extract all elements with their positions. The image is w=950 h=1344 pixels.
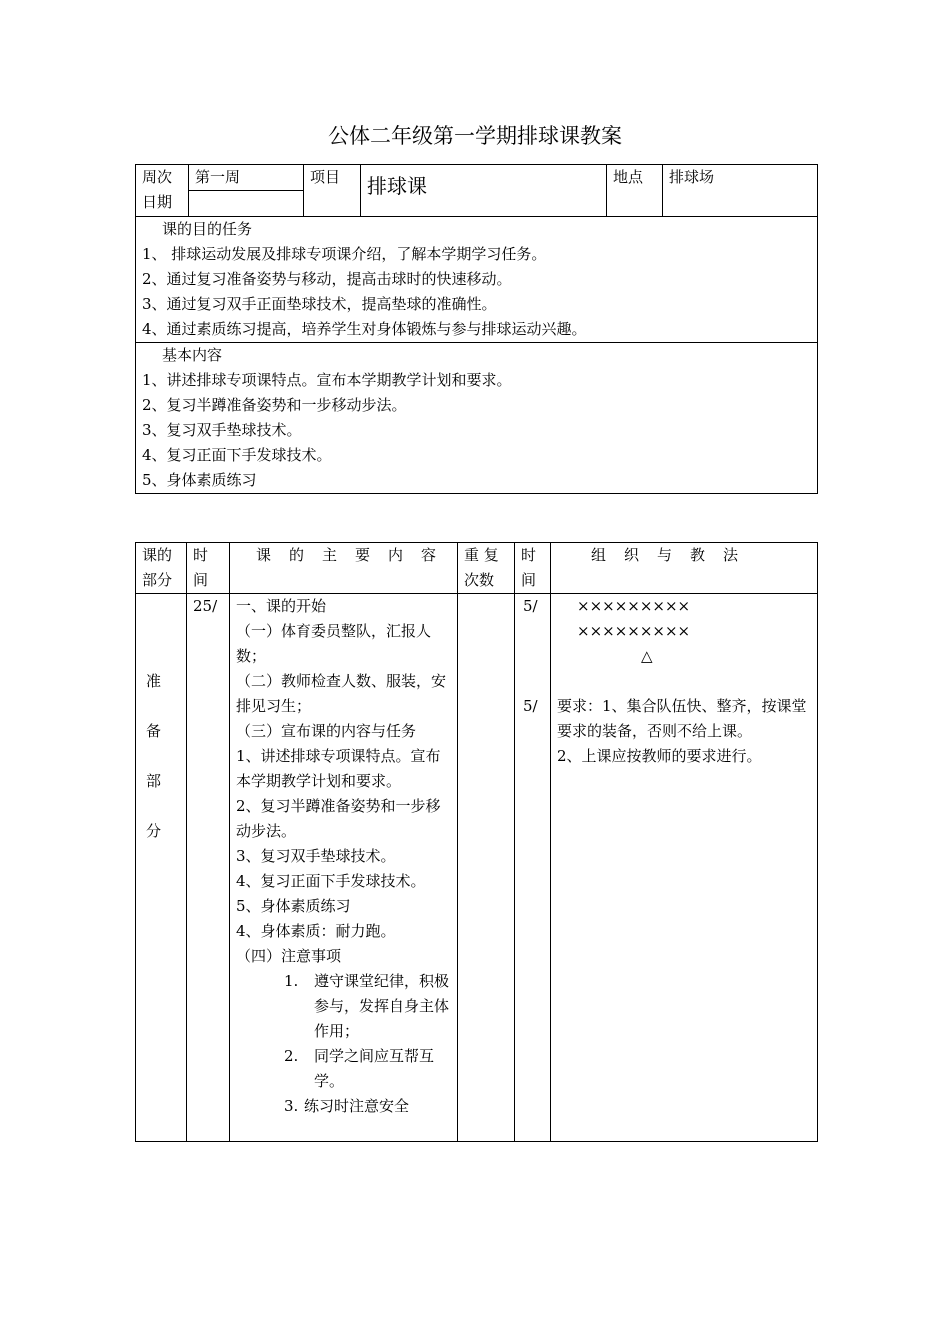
- part-char: 备: [146, 722, 162, 740]
- objectives-cell: [136, 217, 818, 343]
- time-cell: [187, 594, 230, 1142]
- objective-item: 2、通过复习准备姿势与移动，提高击球时的快速移动。: [142, 270, 512, 288]
- note-number: 2.: [284, 1047, 299, 1065]
- content-line: 一、课的开始: [236, 597, 327, 615]
- header-time2-line: 间: [521, 571, 537, 589]
- header-time2: [515, 543, 551, 594]
- note-item: [284, 1044, 449, 1094]
- content-line: 5、身体素质练习: [236, 897, 351, 915]
- header-part: [136, 543, 187, 594]
- note-text: 同学之间应互帮互学。: [314, 1047, 435, 1090]
- time2-cell: [515, 594, 551, 1142]
- objectives-heading: 课的目的任务: [162, 220, 253, 238]
- header-reps: [458, 543, 515, 594]
- teacher-triangle-icon: △: [641, 647, 653, 665]
- header-time-line: 间: [193, 571, 209, 589]
- part-char: 分: [146, 822, 162, 840]
- time-value: 25/: [193, 597, 218, 615]
- lesson-plan-table: [135, 542, 818, 1142]
- header-method-text: 组织与教法: [591, 546, 757, 564]
- place-value: 排球场: [663, 165, 818, 217]
- basic-content-item: 2、复习半蹲准备姿势和一步移动步法。: [142, 396, 407, 414]
- header-part-line: 部分: [142, 571, 173, 589]
- date-value: [189, 190, 303, 216]
- objective-item: 1、 排球运动发展及排球专项课介绍，了解本学期学习任务。: [142, 245, 547, 263]
- basic-content-item: 4、复习正面下手发球技术。: [142, 446, 332, 464]
- place-label: 地点: [607, 165, 663, 217]
- time2-value: 5/: [523, 597, 538, 615]
- note-number: 1.: [284, 972, 299, 990]
- content-line: 2、复习半蹲准备姿势和一步移动步法。: [236, 797, 441, 840]
- objective-item: 3、通过复习双手正面垫球技术，提高垫球的准确性。: [142, 295, 497, 313]
- notes-list: [236, 969, 449, 1119]
- week-label: 周次: [142, 168, 173, 186]
- note-text: 遵守课堂纪律，积极参与，发挥自身主体作用；: [314, 972, 450, 1040]
- note-item: [284, 969, 449, 1044]
- reps-cell: [458, 594, 515, 1142]
- basic-content-heading: 基本内容: [162, 346, 223, 364]
- lesson-info-table: [135, 164, 818, 494]
- header-content: [230, 543, 458, 594]
- note-text: 练习时注意安全: [304, 1097, 410, 1115]
- header-method: [551, 543, 818, 594]
- week-date-value-cell: [189, 165, 304, 217]
- project-label: 项目: [304, 165, 361, 217]
- method-cell: [551, 594, 818, 1142]
- basic-content-cell: [136, 343, 818, 494]
- content-line: 1、讲述排球专项课特点。宣布本学期教学计划和要求。: [236, 747, 441, 790]
- part-char: 部: [146, 772, 162, 790]
- header-part-line: 课的: [142, 546, 173, 564]
- basic-content-item: 1、讲述排球专项课特点。宣布本学期教学计划和要求。: [142, 371, 512, 389]
- header-time: [187, 543, 230, 594]
- time2-value: 5/: [523, 697, 538, 715]
- header-reps-line: 重 复: [464, 546, 499, 564]
- content-line: 3、复习双手垫球技术。: [236, 847, 396, 865]
- note-number: 3.: [284, 1097, 299, 1115]
- header-time-line: 时: [193, 546, 209, 564]
- part-char: 准: [146, 672, 162, 690]
- note-item: [284, 1094, 449, 1119]
- requirement-text: 要求：1、集合队伍快、整齐，按课堂要求的装备，否则不给上课。: [557, 697, 807, 740]
- week-value: 第一周: [195, 168, 241, 186]
- content-line: （三）宣布课的内容与任务: [236, 722, 417, 740]
- header-reps-line: 次数: [464, 571, 495, 589]
- content-line: （一）体育委员整队，汇报人数；: [236, 622, 432, 665]
- formation-row: ×××××××××: [577, 597, 691, 615]
- content-line: （四）注意事项: [236, 947, 342, 965]
- formation-row: ×××××××××: [577, 622, 691, 640]
- header-time2-line: 时: [521, 546, 537, 564]
- header-content-text: 课的主要内容: [256, 546, 455, 564]
- content-line: 4、身体素质：耐力跑。: [236, 922, 396, 940]
- date-label: 日期: [142, 193, 173, 211]
- page-title: 公体二年级第一学期排球课教案: [328, 124, 622, 148]
- basic-content-item: 3、复习双手垫球技术。: [142, 421, 302, 439]
- content-line: 4、复习正面下手发球技术。: [236, 872, 426, 890]
- requirement-text: 2、上课应按教师的要求进行。: [557, 747, 762, 765]
- basic-content-item: 5、身体素质练习: [142, 471, 257, 489]
- part-cell: [136, 594, 187, 1142]
- content-cell: [230, 594, 458, 1142]
- content-line: （二）教师检查人数、服装，安排见习生；: [236, 672, 447, 715]
- week-date-label-cell: [136, 165, 189, 217]
- project-value: 排球课: [361, 165, 607, 217]
- objective-item: 4、通过素质练习提高，培养学生对身体锻炼与参与排球运动兴趣。: [142, 320, 587, 338]
